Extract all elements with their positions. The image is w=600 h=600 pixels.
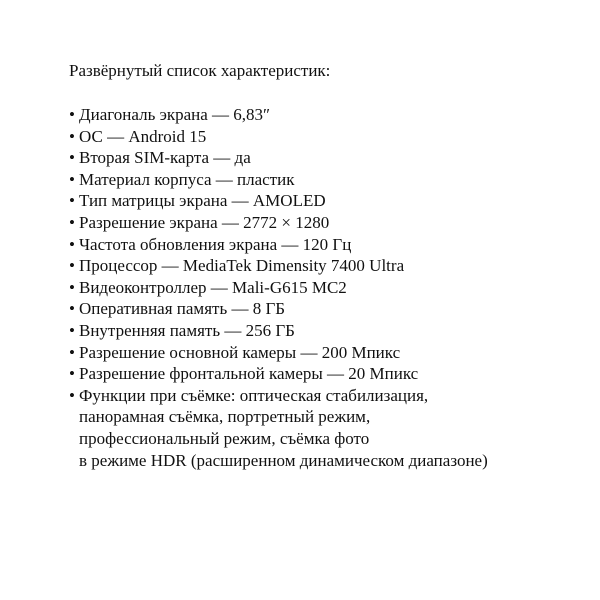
spec-text: Разрешение экрана — 2772 × 1280 — [79, 212, 330, 232]
spacer — [69, 82, 569, 104]
list-item — [69, 320, 569, 342]
bullet-icon — [69, 234, 79, 256]
spec-text: Тип матрицы экрана — AMOLED — [79, 191, 326, 211]
list-item — [69, 104, 569, 126]
list-item — [69, 147, 569, 169]
bullet-icon — [69, 147, 79, 169]
list-item — [69, 385, 569, 471]
list-item — [69, 342, 569, 364]
bullet-icon — [69, 255, 79, 277]
bullet-icon — [69, 126, 79, 148]
spec-text: Процессор — MediaTek Dimensity 7400 Ultra — [79, 256, 405, 276]
bullet-icon — [69, 104, 79, 126]
list-item — [69, 363, 569, 385]
bullet-icon — [69, 277, 79, 299]
spec-text: Частота обновления экрана — 120 Гц — [79, 234, 352, 254]
list-item — [69, 126, 569, 148]
bullet-icon — [69, 342, 79, 364]
document-title: Развёрнутый список характеристик: — [69, 61, 331, 80]
bullet-icon — [69, 363, 79, 385]
list-item — [69, 169, 569, 191]
bullet-icon — [69, 298, 79, 320]
list-item — [69, 234, 569, 256]
spec-text: Функции при съёмке: оптическая стабилизация, панорамная съёмка, портретный режим, профессиональный режим, съёмка фото в режиме HDR (расширенном динамическом диапазоне) — [79, 385, 488, 470]
spec-text: Разрешение основной камеры — 200 Мпикс — [79, 342, 401, 362]
spec-text: Разрешение фронтальной камеры — 20 Мпикс — [79, 364, 419, 384]
spec-text: Видеоконтроллер — Mali-G615 MC2 — [79, 277, 347, 297]
list-item — [69, 298, 569, 320]
spec-text: Вторая SIM-карта — да — [79, 148, 251, 168]
list-item — [69, 212, 569, 234]
list-item — [69, 255, 569, 277]
spec-text: Диагональ экрана — 6,83″ — [79, 105, 271, 124]
list-item — [69, 277, 569, 299]
spec-document — [69, 60, 569, 471]
list-item — [69, 190, 569, 212]
bullet-icon — [69, 320, 79, 342]
bullet-icon — [69, 169, 79, 191]
spec-list — [69, 104, 569, 471]
spec-text: ОС — Android 15 — [79, 126, 207, 146]
spec-text: Внутренняя память — 256 ГБ — [79, 320, 295, 340]
spec-text: Материал корпуса — пластик — [79, 169, 295, 189]
bullet-icon — [69, 190, 79, 212]
bullet-icon — [69, 385, 79, 407]
bullet-icon — [69, 212, 79, 234]
spec-text: Оперативная память — 8 ГБ — [79, 299, 286, 319]
